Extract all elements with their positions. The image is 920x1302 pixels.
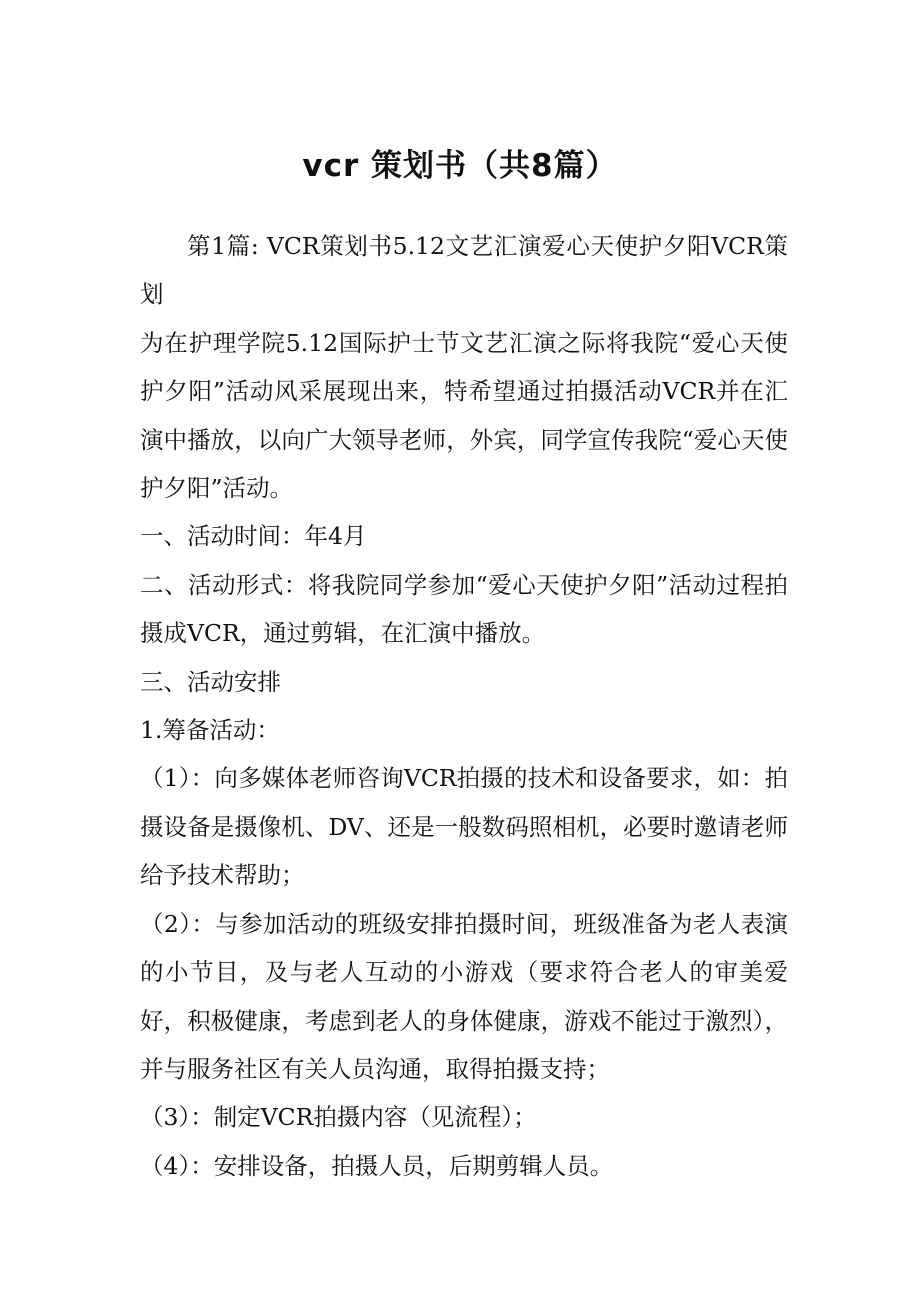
paragraph-item-2: （2）：与参加活动的班级安排拍摄时间，班级准备为老人表演的小节目，及与老人互动的小游戏（要求符合老人的审美爱好，积极健康，考虑到老人的身体健康，游戏不能过于激烈），并与服务社区有关人员沟通，取得拍摄支持； xyxy=(140,909,788,1083)
paragraph-activity-arrangement: 三、活动安排 xyxy=(140,667,281,696)
document-body xyxy=(140,222,788,1190)
paragraph-preparation: 1.筹备活动： xyxy=(140,716,280,745)
paragraph-item-1: （1）：向多媒体老师咨询VCR拍摄的技术和设备要求，如：拍摄设备是摄像机、DV、还是一般数码照相机，必要时邀请老师给予技术帮助； xyxy=(140,764,788,890)
paragraph-item-3: （3）：制定VCR拍摄内容（见流程）； xyxy=(140,1103,537,1132)
paragraph-intro: 为在护理学院5.12国际护士节文艺汇演之际将我院“爱心天使护夕阳”活动风采展现出来，特希望通过拍摄活动VCR并在汇演中播放，以向广大领导老师，外宾，同学宣传我院“爱心天使护夕阳”活动。 xyxy=(140,328,788,503)
document-title: vcr 策划书（共8篇） xyxy=(302,148,618,184)
paragraph-section-heading: 第1篇: VCR策划书5.12文艺汇演爱心天使护夕阳VCR策划 xyxy=(140,232,788,309)
paragraph-activity-form: 二、活动形式：将我院同学参加“爱心天使护夕阳”活动过程拍摄成VCR，通过剪辑，在汇演中播放。 xyxy=(140,570,788,648)
paragraph-activity-time: 一、活动时间：年4月 xyxy=(140,522,367,551)
paragraph-item-4: （4）：安排设备，拍摄人员，后期剪辑人员。 xyxy=(140,1151,614,1180)
